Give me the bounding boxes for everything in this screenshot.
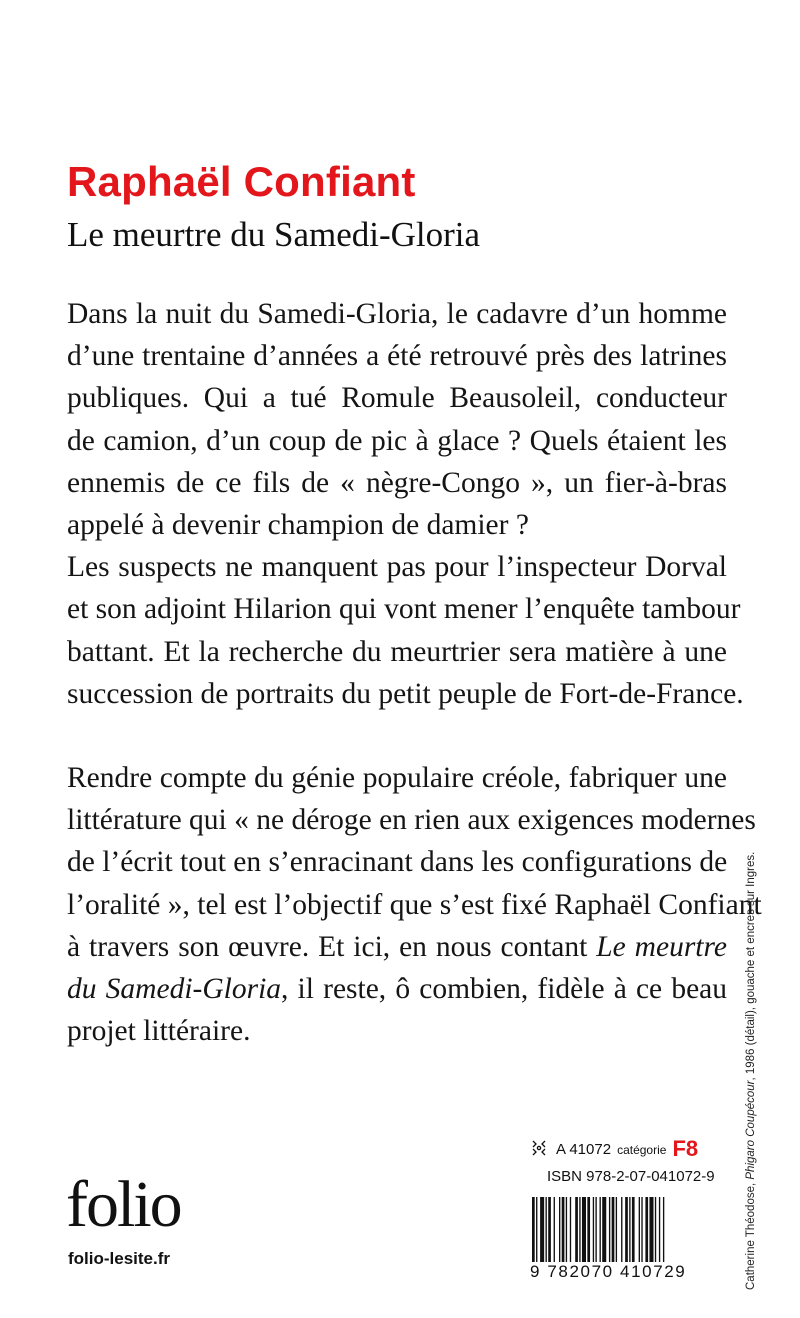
barcode-bar (602, 1197, 606, 1269)
barcode-bar (546, 1197, 547, 1269)
synopsis-line: publiques. Qui a tué Romule Beausoleil, conducteur (67, 382, 727, 415)
review-text: , il reste, ô combien, fidèle à ce beau (281, 973, 728, 1006)
review-line (67, 968, 727, 1010)
barcode-bar (639, 1197, 640, 1269)
publisher-website: folio-lesite.fr (68, 1249, 171, 1268)
review-line: l’oralité », tel est l’objectif que s’est fixé Raphaël Confiant (67, 888, 762, 921)
barcode (530, 1197, 720, 1269)
barcode-bar (570, 1197, 571, 1269)
synopsis-line: de camion, d’un coup de pic à glace ? Quels étaient les (67, 424, 727, 457)
barcode-bar (641, 1197, 642, 1269)
barcode-digits: 9 782070 410729 (530, 1262, 720, 1282)
barcode-bar (593, 1197, 594, 1269)
cover-illustration-credit (745, 852, 757, 1290)
barcode-bar (562, 1197, 565, 1269)
category-code: F8 (672, 1136, 699, 1161)
barcode-bar (645, 1197, 648, 1269)
catalog-line (530, 1136, 698, 1162)
credit-artist: Catherine Théodose, (745, 1179, 757, 1290)
folio-logo: folio (66, 1168, 181, 1241)
publisher-emblem-icon (530, 1139, 548, 1157)
barcode-bar (548, 1197, 551, 1269)
credit-details: , 1986 (détail), gouache et encres sur Ingres. (745, 851, 757, 1081)
review-text: à travers son œuvre. Et ici, en nous contant (67, 930, 597, 963)
review-title-italic: du Samedi-Gloria (67, 973, 282, 1006)
barcode-bar (621, 1197, 622, 1269)
barcode-bar (595, 1197, 596, 1269)
book-title: Le meurtre du Samedi-Gloria (67, 215, 481, 254)
author-name: Raphaël Confiant (67, 158, 416, 205)
credit-work-title: Phigaro Coupécour (745, 1080, 757, 1180)
synopsis-line: d’une trentaine d’années a été retrouvé près des latrines (67, 340, 727, 373)
barcode-bar (629, 1197, 630, 1269)
review-line: Rendre compte du génie populaire créole, fabriquer une (67, 762, 727, 794)
isbn-number: ISBN 978-2-07-041072-9 (547, 1168, 715, 1185)
synopsis-line: battant. Et la recherche du meurtrier sera matière à une (67, 635, 727, 668)
barcode-bar (536, 1197, 537, 1269)
catalog-number: A 41072 (556, 1141, 612, 1158)
synopsis-paragraph (67, 293, 744, 715)
barcode-bar (609, 1197, 610, 1269)
barcode-bar (554, 1197, 555, 1269)
review-line: littérature qui « ne déroge en rien aux exigences modernes (67, 804, 756, 837)
synopsis-line: et son adjoint Hilarion qui vont mener l’enquête tambour (67, 593, 741, 626)
synopsis-line: Les suspects ne manquent pas pour l’inspecteur Dorval (67, 551, 727, 584)
review-line (67, 926, 727, 968)
barcode-bar (582, 1197, 586, 1269)
barcode-bar (625, 1197, 628, 1269)
barcode-bar (649, 1197, 653, 1269)
category-label: catégorie (617, 1143, 667, 1157)
barcode-bar (587, 1197, 590, 1269)
barcode-bar (655, 1197, 656, 1269)
barcode-bar (532, 1197, 535, 1269)
barcode-bar (600, 1197, 601, 1269)
barcode-bar (540, 1197, 544, 1269)
synopsis-line: appelé à devenir champion de damier ? (67, 509, 529, 542)
barcode-bar (612, 1197, 615, 1269)
barcode-bar (579, 1197, 580, 1269)
barcode-bar (559, 1197, 560, 1269)
review-title-italic: Le meurtre (596, 930, 727, 963)
review-line: de l’écrit tout en s’enracinant dans les configurations de (67, 846, 728, 879)
barcode-bar (659, 1197, 660, 1269)
barcode-bar (616, 1197, 617, 1269)
review-line: projet littéraire. (67, 1015, 251, 1048)
barcode-bar (632, 1197, 635, 1269)
barcode-bar (663, 1197, 664, 1269)
barcode-bar (566, 1197, 567, 1269)
synopsis-line: Dans la nuit du Samedi-Gloria, le cadavre d’un homme (67, 298, 727, 330)
synopsis-line: succession de portraits du petit peuple de Fort-de-France. (67, 677, 744, 710)
synopsis-line: ennemis de ce fils de « nègre-Congo », un fier-à-bras (67, 466, 727, 499)
barcode-bar (575, 1197, 578, 1269)
